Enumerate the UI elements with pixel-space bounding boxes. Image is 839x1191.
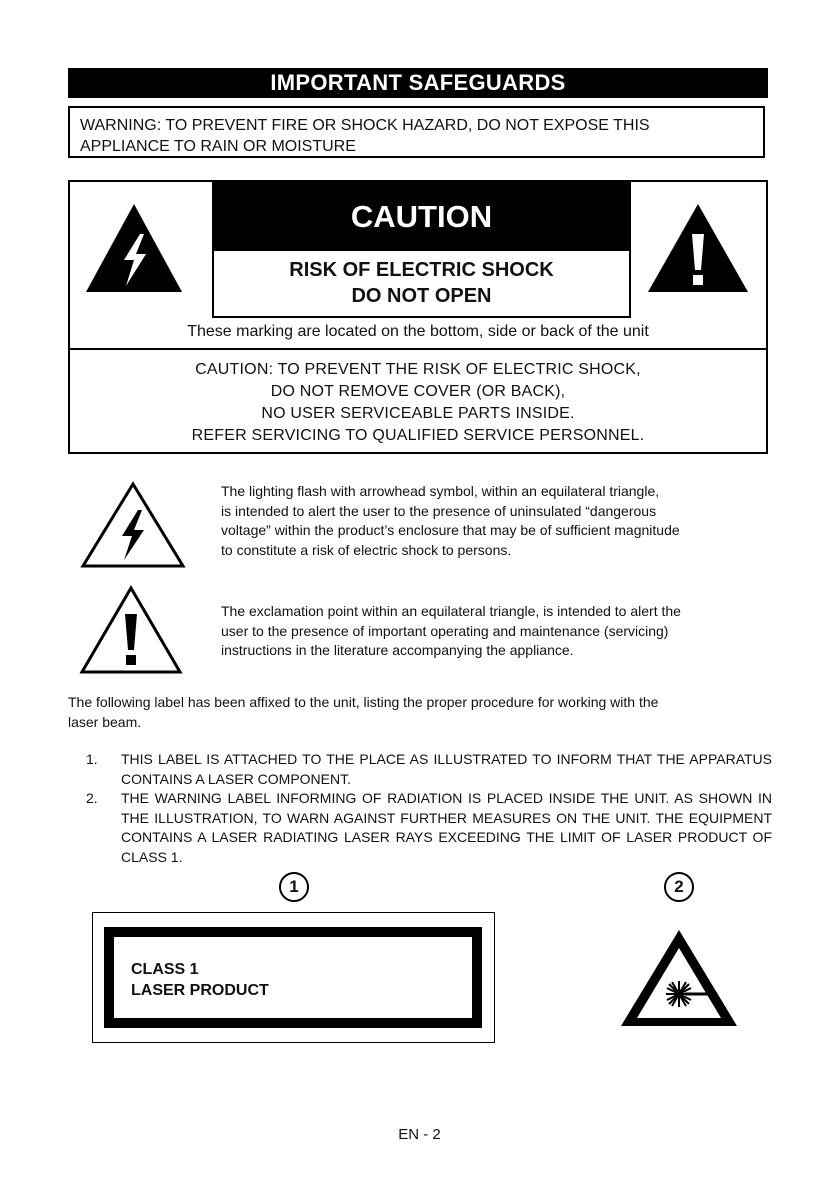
list-item-text: THE WARNING LABEL INFORMING OF RADIATION IS PLACED INSIDE THE UNIT. AS SHOWN IN THE ILLUSTRATION, TO WARN AGAINST FURTHER MEASURES ON THE UNIT. THE EQUIPMENT CONTAINS A LASER RADIATING LASER RAYS EXCEEDING THE LIMIT OF LASER PRODUCT OF CLASS 1. [121, 790, 772, 865]
caution-panel [212, 182, 631, 318]
exclamation-triangle-icon [644, 200, 752, 301]
caution-instructions [70, 359, 766, 447]
text-line: voltage” within the product’s enclosure that may be of sufficient magnitude [221, 522, 680, 538]
list-item [86, 789, 772, 867]
class1-label-frame [104, 927, 482, 1028]
caution-sub-line-1: RISK OF ELECTRIC SHOCK [289, 259, 554, 281]
text-line: The exclamation point within an equilateral triangle, is intended to alert the [221, 603, 681, 619]
class1-label-text [131, 959, 269, 1001]
text-line: The lighting flash with arrowhead symbol, within an equilateral triangle, [221, 483, 660, 499]
label-line: CLASS 1 [131, 961, 199, 978]
list-item-text: THIS LABEL IS ATTACHED TO THE PLACE AS ILLUSTRATED TO INFORM THAT THE APPARATUS CONTAINS A LASER COMPONENT. [121, 751, 772, 787]
class1-label [92, 912, 495, 1043]
caution-subtext [214, 251, 629, 309]
laser-notice-list [86, 750, 772, 867]
exclamation-triangle-outline-icon [78, 584, 184, 681]
lightning-explanation-text [221, 482, 766, 560]
lightning-triangle-outline-icon [78, 480, 188, 575]
list-item-number: 2. [86, 790, 98, 806]
symbol-explanation-lightning [78, 478, 768, 570]
caution-line: CAUTION: TO PREVENT THE RISK OF ELECTRIC SHOCK, [195, 361, 641, 378]
caution-line: DO NOT REMOVE COVER (OR BACK), [270, 383, 566, 400]
laser-intro-text [68, 692, 768, 732]
label-line: LASER PRODUCT [131, 982, 269, 999]
lightning-triangle-icon [82, 200, 186, 301]
text-line: instructions in the literature accompanying the appliance. [221, 642, 574, 658]
page-number: EN - 2 [398, 1126, 441, 1143]
list-item-number: 1. [86, 751, 98, 767]
laser-warning-icon [617, 926, 741, 1035]
text-line: laser beam. [68, 714, 142, 730]
symbol-explanation-exclamation [78, 584, 768, 676]
warning-box [68, 106, 765, 158]
page-title: IMPORTANT SAFEGUARDS [68, 68, 768, 98]
exclamation-explanation-text [221, 602, 766, 661]
marker-2: 2 [664, 872, 694, 902]
text-line: The following label has been affixed to the unit, listing the proper procedure for working with the [68, 694, 659, 710]
text-line: user to the presence of important operating and maintenance (servicing) [221, 622, 669, 639]
caution-divider [70, 348, 766, 350]
caution-block [68, 180, 768, 454]
caution-line: REFER SERVICING TO QUALIFIED SERVICE PERSONNEL. [191, 427, 645, 444]
marker-1: 1 [279, 872, 309, 902]
caution-heading: CAUTION [214, 182, 629, 251]
warning-line-1: WARNING: TO PREVENT FIRE OR SHOCK HAZARD, DO NOT EXPOSE THIS [80, 117, 650, 134]
caution-sub-line-2: DO NOT OPEN [351, 285, 492, 307]
marking-location-text: These marking are located on the bottom, side or back of the unit [187, 323, 649, 340]
warning-line-2: APPLIANCE TO RAIN OR MOISTURE [80, 138, 356, 155]
text-line: is intended to alert the user to the presence of uninsulated “dangerous [221, 502, 657, 519]
text-line: to constitute a risk of electric shock to persons. [221, 541, 512, 558]
list-item [86, 750, 772, 789]
caution-line: NO USER SERVICEABLE PARTS INSIDE. [261, 405, 575, 422]
